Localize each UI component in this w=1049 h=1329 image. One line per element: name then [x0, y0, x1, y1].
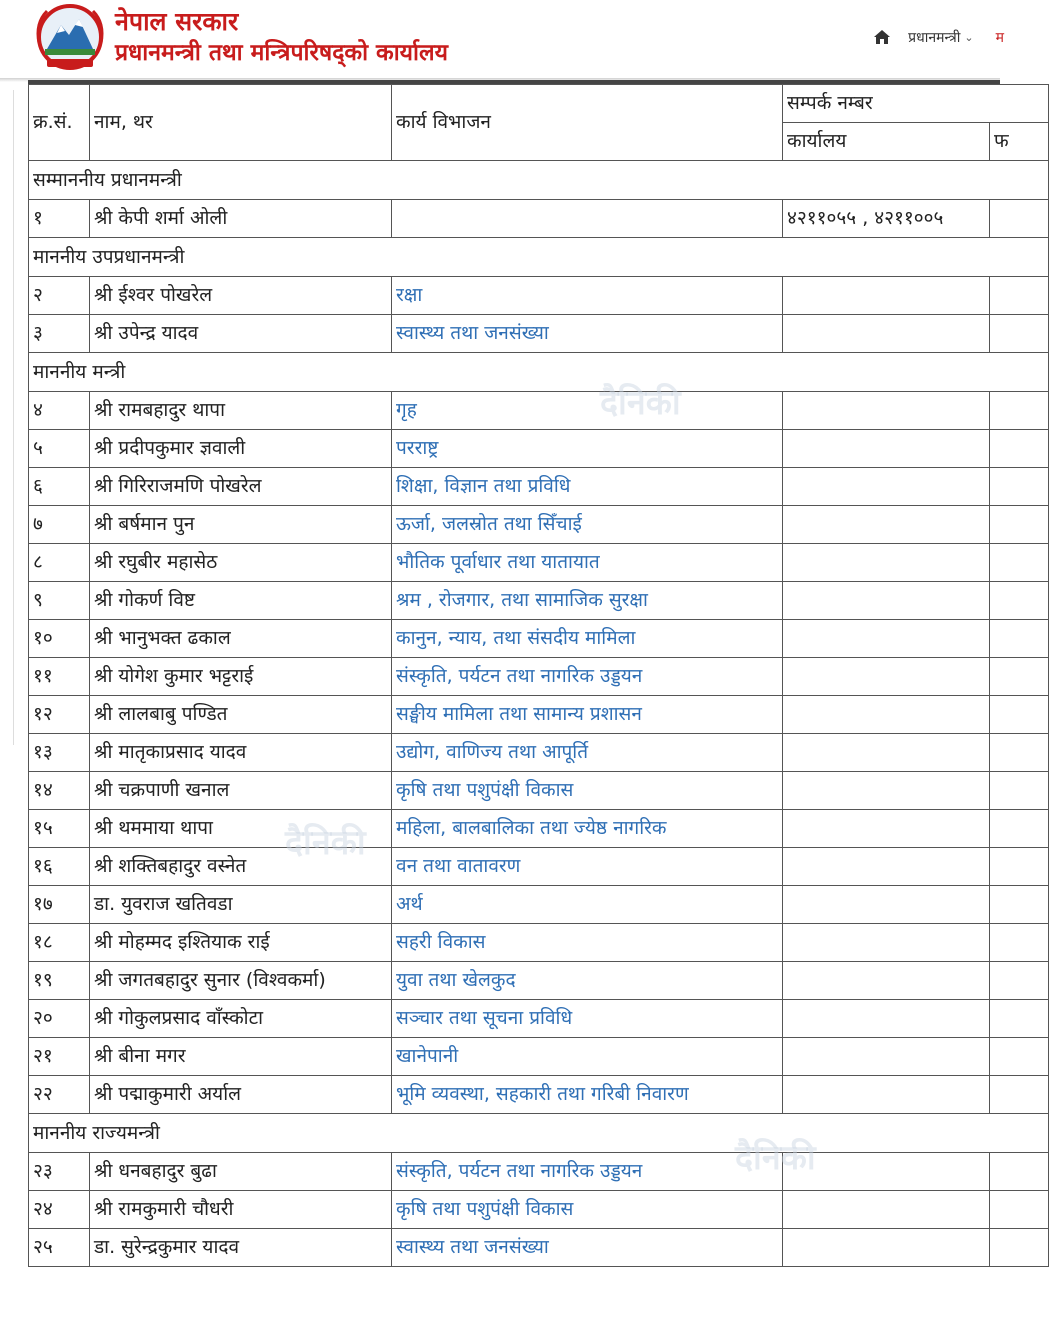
- row-extra: [990, 658, 1049, 696]
- section-row: [29, 161, 1049, 200]
- row-dept-link[interactable]: युवा तथा खेलकुद: [392, 962, 783, 1000]
- section-row: [29, 238, 1049, 277]
- row-dept-link[interactable]: महिला, बालबालिका तथा ज्येष्ठ नागरिक: [392, 810, 783, 848]
- row-name: डा. युवराज खतिवडा: [90, 886, 392, 924]
- row-sn: १: [29, 200, 90, 238]
- row-name: श्री लालबाबु पण्डित: [90, 696, 392, 734]
- table-row: [29, 620, 1049, 658]
- row-dept-link[interactable]: वन तथा वातावरण: [392, 848, 783, 886]
- row-extra: [990, 468, 1049, 506]
- row-extra: [990, 1229, 1049, 1267]
- row-dept-link[interactable]: अर्थ: [392, 886, 783, 924]
- row-name: श्री प्रदीपकुमार ज्ञवाली: [90, 430, 392, 468]
- row-dept-link[interactable]: स्वास्थ्य तथा जनसंख्या: [392, 1229, 783, 1267]
- row-name: श्री धनबहादुर बुढा: [90, 1153, 392, 1191]
- site-title-line2: प्रधानमन्त्री तथा मन्त्रिपरिषद्को कार्यालय: [115, 39, 448, 66]
- row-name: श्री उपेन्द्र यादव: [90, 315, 392, 353]
- row-office: [783, 277, 990, 315]
- row-name: श्री गोकुलप्रसाद वाँस्कोटा: [90, 1000, 392, 1038]
- site-title-line1: नेपाल सरकार: [115, 7, 239, 36]
- top-nav: [874, 24, 1004, 50]
- row-sn: २१: [29, 1038, 90, 1076]
- table-row: [29, 582, 1049, 620]
- row-office: [783, 1229, 990, 1267]
- row-extra: [990, 620, 1049, 658]
- row-extra: [990, 810, 1049, 848]
- row-office: [783, 962, 990, 1000]
- row-name: श्री मातृकाप्रसाद यादव: [90, 734, 392, 772]
- row-dept-link[interactable]: भौतिक पूर्वाधार तथा यातायात: [392, 544, 783, 582]
- row-sn: ३: [29, 315, 90, 353]
- header-sn: क्र.सं.: [29, 85, 90, 161]
- row-name: श्री मोहम्मद इश्तियाक राई: [90, 924, 392, 962]
- table-row: [29, 506, 1049, 544]
- row-extra: [990, 277, 1049, 315]
- row-sn: ४: [29, 392, 90, 430]
- row-extra: [990, 772, 1049, 810]
- row-sn: ७: [29, 506, 90, 544]
- row-extra: [990, 1191, 1049, 1229]
- table-row: [29, 658, 1049, 696]
- row-extra: [990, 886, 1049, 924]
- header-office: कार्यालय: [783, 123, 990, 161]
- row-extra: [990, 1000, 1049, 1038]
- row-office: [783, 1000, 990, 1038]
- site-header: [0, 0, 1004, 78]
- table-row: [29, 468, 1049, 506]
- row-dept-link[interactable]: उद्योग, वाणिज्य तथा आपूर्ति: [392, 734, 783, 772]
- table-row: [29, 315, 1049, 353]
- row-name: डा. सुरेन्द्रकुमार यादव: [90, 1229, 392, 1267]
- row-dept-link[interactable]: कृषि तथा पशुपंक्षी विकास: [392, 1191, 783, 1229]
- table-row: [29, 277, 1049, 315]
- row-sn: ८: [29, 544, 90, 582]
- row-extra: [990, 200, 1049, 238]
- row-sn: २: [29, 277, 90, 315]
- row-name: श्री रामबहादुर थापा: [90, 392, 392, 430]
- row-dept-link[interactable]: गृह: [392, 392, 783, 430]
- home-icon[interactable]: [874, 30, 890, 44]
- table-row: [29, 886, 1049, 924]
- row-office: [783, 924, 990, 962]
- table-row: [29, 1229, 1049, 1267]
- table-row: [29, 1038, 1049, 1076]
- row-dept-link[interactable]: संस्कृति, पर्यटन तथा नागरिक उड्डयन: [392, 658, 783, 696]
- table-row: [29, 1076, 1049, 1114]
- row-sn: ५: [29, 430, 90, 468]
- row-office: [783, 506, 990, 544]
- table-row: [29, 696, 1049, 734]
- row-office: [783, 1191, 990, 1229]
- row-extra: [990, 1038, 1049, 1076]
- row-dept-link[interactable]: खानेपानी: [392, 1038, 783, 1076]
- row-sn: १९: [29, 962, 90, 1000]
- table-row: [29, 1153, 1049, 1191]
- row-extra: [990, 430, 1049, 468]
- row-office: [783, 392, 990, 430]
- row-dept-link[interactable]: कानुन, न्याय, तथा संसदीय मामिला: [392, 620, 783, 658]
- row-sn: ११: [29, 658, 90, 696]
- row-sn: २३: [29, 1153, 90, 1191]
- row-dept-link[interactable]: संस्कृति, पर्यटन तथा नागरिक उड्डयन: [392, 1153, 783, 1191]
- row-sn: २०: [29, 1000, 90, 1038]
- row-extra: [990, 506, 1049, 544]
- header-dept: कार्य विभाजन: [392, 85, 783, 161]
- row-extra: [990, 1153, 1049, 1191]
- section-title: माननीय मन्त्री: [29, 353, 1049, 392]
- watermark-2: दैनिकी: [285, 823, 366, 863]
- left-guide-line: [13, 90, 14, 745]
- row-sn: १२: [29, 696, 90, 734]
- row-name: श्री गिरिराजमणि पोखरेल: [90, 468, 392, 506]
- row-dept-link[interactable]: श्रम , रोजगार, तथा सामाजिक सुरक्षा: [392, 582, 783, 620]
- nav-item-prime-minister[interactable]: प्रधानमन्त्री: [908, 29, 961, 46]
- table-row: [29, 392, 1049, 430]
- row-office: [783, 582, 990, 620]
- watermark-3: दैनिकी: [735, 1138, 816, 1178]
- row-name: श्री केपी शर्मा ओली: [90, 200, 392, 238]
- row-name: श्री जगतबहादुर सुनार (विश्वकर्मा): [90, 962, 392, 1000]
- row-dept-link[interactable]: रक्षा: [392, 277, 783, 315]
- row-dept-link[interactable]: भूमि व्यवस्था, सहकारी तथा गरिबी निवारण: [392, 1076, 783, 1114]
- table-header-row: [29, 85, 1049, 123]
- row-name: श्री पद्माकुमारी अर्याल: [90, 1076, 392, 1114]
- nepal-emblem-logo[interactable]: [33, 3, 107, 71]
- row-office: [783, 468, 990, 506]
- row-extra: [990, 962, 1049, 1000]
- row-dept-link[interactable]: परराष्ट्र: [392, 430, 783, 468]
- row-dept-link[interactable]: सहरी विकास: [392, 924, 783, 962]
- row-office: [783, 734, 990, 772]
- row-office: [783, 1038, 990, 1076]
- table-row: [29, 810, 1049, 848]
- row-office: [783, 620, 990, 658]
- section-row: [29, 1114, 1049, 1153]
- row-sn: १८: [29, 924, 90, 962]
- row-sn: ६: [29, 468, 90, 506]
- row-name: श्री चक्रपाणी खनाल: [90, 772, 392, 810]
- row-name: श्री थममाया थापा: [90, 810, 392, 848]
- row-sn: १७: [29, 886, 90, 924]
- row-office: [783, 544, 990, 582]
- section-title: माननीय राज्यमन्त्री: [29, 1114, 1049, 1153]
- row-name: श्री भानुभक्त ढकाल: [90, 620, 392, 658]
- row-extra: [990, 315, 1049, 353]
- row-extra: [990, 696, 1049, 734]
- row-office: [783, 886, 990, 924]
- row-sn: १३: [29, 734, 90, 772]
- row-extra: [990, 848, 1049, 886]
- row-name: श्री ईश्वर पोखरेल: [90, 277, 392, 315]
- table-row: [29, 924, 1049, 962]
- chevron-down-icon[interactable]: ⌄: [964, 30, 974, 44]
- row-sn: १६: [29, 848, 90, 886]
- section-row: [29, 353, 1049, 392]
- row-name: श्री बीना मगर: [90, 1038, 392, 1076]
- header-contact: सम्पर्क नम्बर: [783, 85, 1049, 123]
- section-title: सम्माननीय प्रधानमन्त्री: [29, 161, 1049, 200]
- table-row: [29, 772, 1049, 810]
- row-office: [783, 1076, 990, 1114]
- row-office: [783, 658, 990, 696]
- section-title: माननीय उपप्रधानमन्त्री: [29, 238, 1049, 277]
- row-sn: १०: [29, 620, 90, 658]
- row-dept-link[interactable]: सञ्चार तथा सूचना प्रविधि: [392, 1000, 783, 1038]
- row-sn: ९: [29, 582, 90, 620]
- row-office: [783, 430, 990, 468]
- row-sn: २५: [29, 1229, 90, 1267]
- watermark-1: दैनिकी: [600, 383, 681, 423]
- header-extra: फ: [990, 123, 1049, 161]
- row-dept-link[interactable]: स्वास्थ्य तथा जनसंख्या: [392, 315, 783, 353]
- row-extra: [990, 1076, 1049, 1114]
- row-name: श्री रामकुमारी चौधरी: [90, 1191, 392, 1229]
- row-name: श्री बर्षमान पुन: [90, 506, 392, 544]
- row-office: [783, 848, 990, 886]
- cabinet-table: [28, 84, 1049, 1267]
- table-row: [29, 734, 1049, 772]
- row-office: [783, 810, 990, 848]
- header-name: नाम, थर: [90, 85, 392, 161]
- row-office: ४२११०५५ , ४२११००५: [783, 200, 990, 238]
- row-dept-link: [392, 200, 783, 238]
- table-row: [29, 430, 1049, 468]
- row-sn: २२: [29, 1076, 90, 1114]
- row-dept-link[interactable]: शिक्षा, विज्ञान तथा प्रविधि: [392, 468, 783, 506]
- row-dept-link[interactable]: ऊर्जा, जलस्रोत तथा सिँचाई: [392, 506, 783, 544]
- row-extra: [990, 734, 1049, 772]
- row-extra: [990, 544, 1049, 582]
- row-office: [783, 772, 990, 810]
- row-name: श्री रघुबीर महासेठ: [90, 544, 392, 582]
- nav-item-next[interactable]: म: [995, 29, 1004, 46]
- row-office: [783, 1153, 990, 1191]
- row-dept-link[interactable]: कृषि तथा पशुपंक्षी विकास: [392, 772, 783, 810]
- row-extra: [990, 924, 1049, 962]
- table-row: [29, 848, 1049, 886]
- row-name: श्री शक्तिबहादुर वस्नेत: [90, 848, 392, 886]
- row-extra: [990, 392, 1049, 430]
- row-name: श्री योगेश कुमार भट्टराई: [90, 658, 392, 696]
- table-row: [29, 1191, 1049, 1229]
- table-row: [29, 1000, 1049, 1038]
- row-sn: २४: [29, 1191, 90, 1229]
- row-sn: १५: [29, 810, 90, 848]
- row-dept-link[interactable]: सङ्घीय मामिला तथा सामान्य प्रशासन: [392, 696, 783, 734]
- row-sn: १४: [29, 772, 90, 810]
- table-row: [29, 200, 1049, 238]
- table-row: [29, 962, 1049, 1000]
- row-name: श्री गोकर्ण विष्ट: [90, 582, 392, 620]
- row-office: [783, 696, 990, 734]
- table-row: [29, 544, 1049, 582]
- row-extra: [990, 582, 1049, 620]
- row-office: [783, 315, 990, 353]
